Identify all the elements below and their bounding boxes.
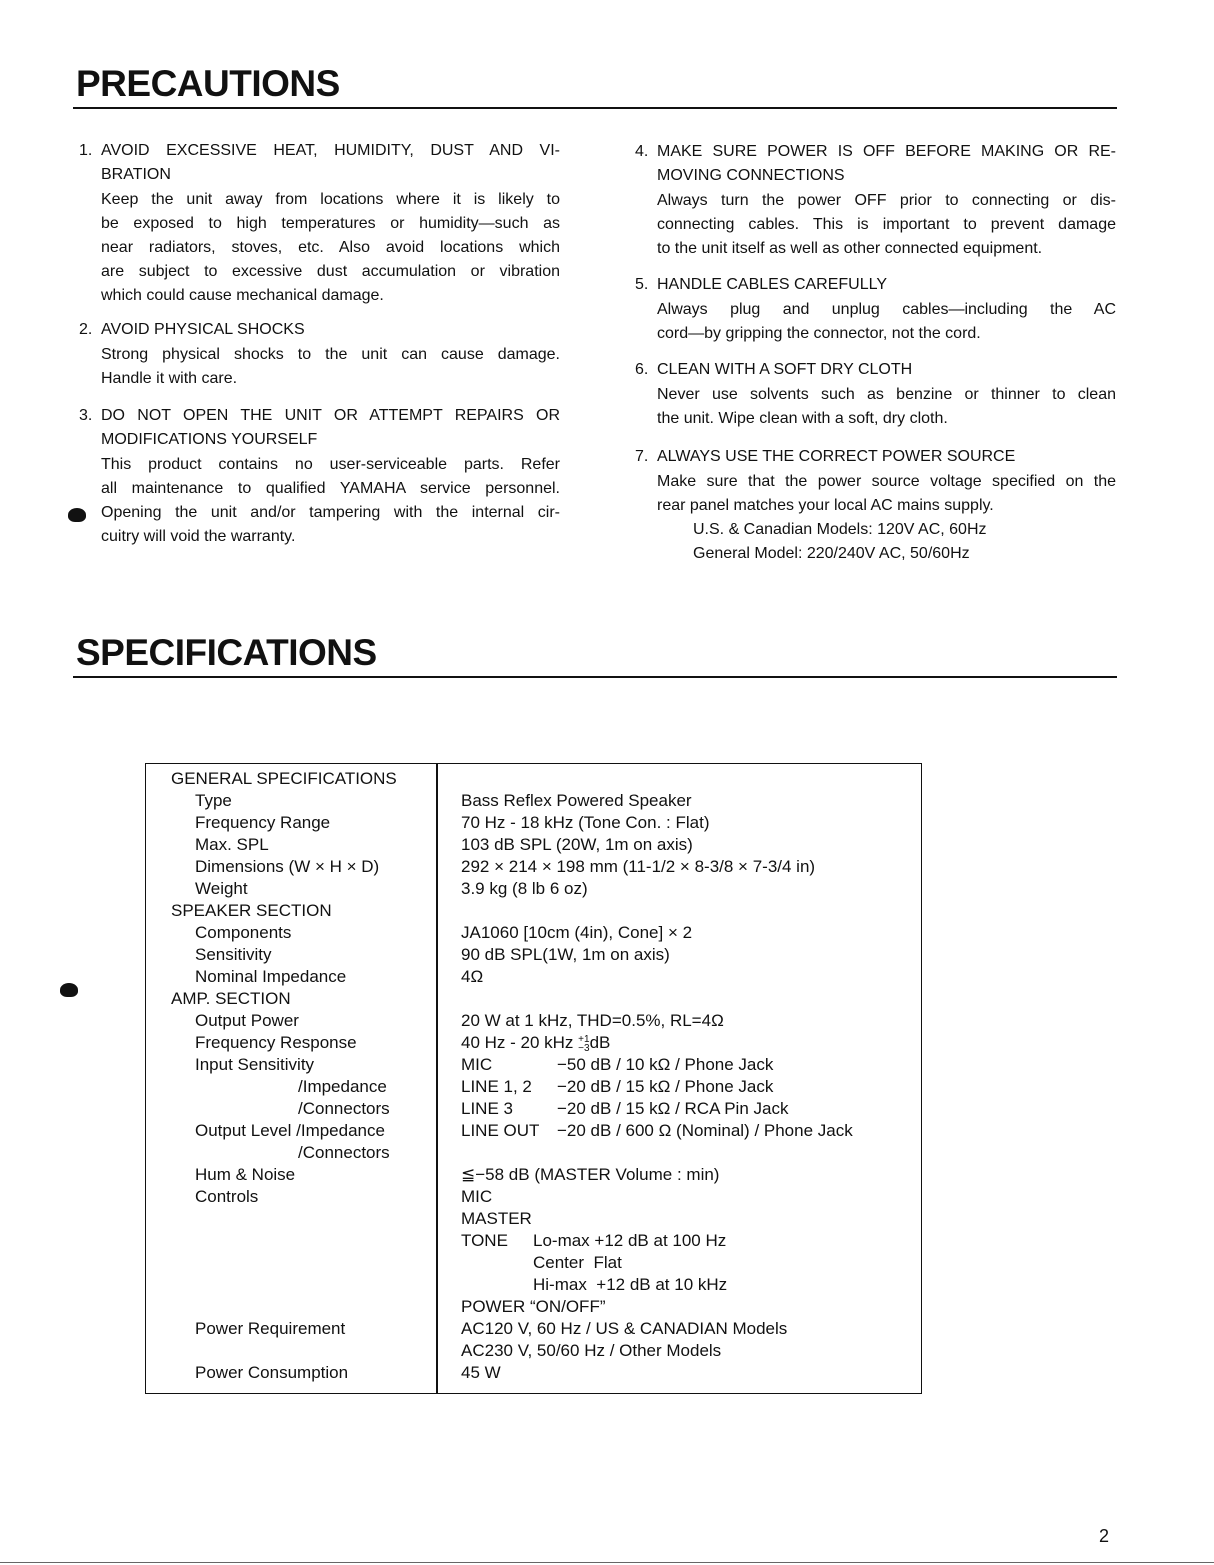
specifications-title: SPECIFICATIONS [76,632,377,673]
spec-value: 70 Hz - 18 kHz (Tone Con. : Flat) [461,813,710,832]
item-number: 1. [79,142,93,159]
spec-value: 4Ω [461,967,484,986]
column-divider [436,764,438,1393]
item-text: Make sure that the power source voltage specified on the [657,473,1116,490]
spec-label: Output Power [195,1011,299,1030]
spec-label: Type [195,791,232,810]
spec-label: Components [195,923,292,942]
spec-value: ≦−58 dB (MASTER Volume : min) [461,1165,720,1184]
spec-value: MIC [461,1187,493,1206]
spec-value: MASTER [461,1209,532,1228]
spec-label: /Connectors [298,1099,390,1118]
spec-value: 40 Hz - 20 kHz +1 −3dB [461,1033,611,1054]
title-rule [73,676,1117,678]
item-heading: DO NOT OPEN THE UNIT OR ATTEMPT REPAIRS OR [101,407,560,424]
precaution-6 [635,358,1116,431]
precaution-2 [79,318,560,391]
item-text: Always plug and unplug cables—including the AC [657,301,1116,318]
spec-label: Controls [195,1187,259,1206]
input-row: LINE 1, 2 −20 dB / 15 kΩ / Phone Jack [461,1077,774,1096]
input-row: LINE OUT −20 dB / 600 Ω (Nominal) / Phone Jack [461,1121,853,1140]
item-heading: CLEAN WITH A SOFT DRY CLOTH [657,361,913,378]
page-edge [0,1562,1214,1563]
spec-label: Power Consumption [195,1363,349,1382]
item-heading: MAKE SURE POWER IS OFF BEFORE MAKING OR RE- [657,143,1116,160]
item-text: be exposed to high temperatures or humidity—such as [101,215,560,232]
spec-label: Output Level /Impedance [195,1121,385,1140]
item-text: which could cause mechanical damage. [101,287,384,304]
item-text: the unit. Wipe clean with a soft, dry cloth. [657,410,948,427]
spec-label: Hum & Noise [195,1165,296,1184]
spec-labels [171,768,397,1384]
item-number: 3. [79,407,93,424]
item-text: cuitry will void the warranty. [101,528,296,545]
spec-label: Frequency Response [195,1033,357,1052]
spec-value: 292 × 214 × 198 mm (11-1/2 × 8-3/8 × 7-3/4 in) [461,857,816,876]
spec-label: /Impedance [298,1077,387,1096]
item-heading: HANDLE CABLES CAREFULLY [657,276,887,293]
item-text: are subject to excessive dust accumulation or vibration [101,263,560,280]
punch-mark [60,983,78,997]
item-number: 6. [635,361,649,378]
item-number: 7. [635,448,649,465]
input-row: LINE 3 −20 dB / 15 kΩ / RCA Pin Jack [461,1099,789,1118]
tone-row: TONE Lo-max +12 dB at 100 Hz [461,1231,727,1250]
tone-row: Hi-max +12 dB at 10 kHz [533,1275,728,1294]
spec-label: Dimensions (W × H × D) [195,857,380,876]
spec-value: Bass Reflex Powered Speaker [461,791,692,810]
item-text: Opening the unit and/or tampering with the internal cir- [101,504,560,521]
spec-value: 45 W [461,1363,501,1382]
item-text: cord—by gripping the connector, not the cord. [657,325,981,342]
title-rule [73,107,1117,109]
precaution-3 [79,404,560,549]
item-number: 4. [635,143,649,160]
item-heading: AVOID EXCESSIVE HEAT, HUMIDITY, DUST AND VI- [101,142,560,159]
section-heading: SPEAKER SECTION [171,901,332,920]
item-heading: MODIFICATIONS YOURSELF [101,431,318,448]
spec-label: /Connectors [298,1143,390,1162]
item-heading: BRATION [101,166,171,183]
item-heading: AVOID PHYSICAL SHOCKS [101,321,305,338]
input-row: MIC −50 dB / 10 kΩ / Phone Jack [461,1055,774,1074]
spec-values [461,768,853,1384]
spec-label: Power Requirement [195,1319,346,1338]
precaution-5 [635,273,1116,346]
item-text: near radiators, stoves, etc. Also avoid locations which [101,239,560,256]
item-number: 2. [79,321,93,338]
item-text: This product contains no user-serviceable parts. Refer [101,456,560,473]
item-text: rear panel matches your local AC mains supply. [657,497,994,514]
item-text: General Model: 220/240V AC, 50/60Hz [693,545,970,562]
spec-value: AC230 V, 50/60 Hz / Other Models [461,1341,722,1360]
item-text: Never use solvents such as benzine or thinner to clean [657,386,1116,403]
spec-label: Weight [195,879,248,898]
page-number: 2 [1099,1526,1110,1546]
spec-label: Sensitivity [195,945,272,964]
spec-value: 103 dB SPL (20W, 1m on axis) [461,835,693,854]
item-text: Always turn the power OFF prior to connecting or dis- [657,192,1116,209]
precautions-title: PRECAUTIONS [76,63,340,104]
spec-value: JA1060 [10cm (4in), Cone] × 2 [461,923,693,942]
item-text: U.S. & Canadian Models: 120V AC, 60Hz [693,521,987,538]
item-text: all maintenance to qualified YAMAHA service personnel. [101,480,560,497]
item-heading: MOVING CONNECTIONS [657,167,845,184]
spec-table [145,763,922,1394]
spec-value: POWER “ON/OFF” [461,1297,606,1316]
item-text: Keep the unit away from locations where it is likely to [101,191,560,208]
tone-row: Center Flat [533,1253,622,1272]
item-text: Strong physical shocks to the unit can cause damage. [101,346,560,363]
precaution-1 [79,139,560,308]
item-text: connecting cables. This is important to prevent damage [657,216,1116,233]
spec-value: 90 dB SPL(1W, 1m on axis) [461,945,670,964]
item-heading: ALWAYS USE THE CORRECT POWER SOURCE [657,448,1016,465]
spec-value: 3.9 kg (8 lb 6 oz) [461,879,588,898]
item-text: to the unit itself as well as other connected equipment. [657,240,1043,257]
section-heading: GENERAL SPECIFICATIONS [171,769,397,788]
item-text: Handle it with care. [101,370,238,387]
precaution-4 [635,140,1116,261]
tolerance: +1 −3 [578,1033,590,1054]
item-number: 5. [635,276,649,293]
spec-label: Frequency Range [195,813,331,832]
spec-label: Nominal Impedance [195,967,347,986]
spec-value: 20 W at 1 kHz, THD=0.5%, RL=4Ω [461,1011,724,1030]
section-heading: AMP. SECTION [171,989,291,1008]
punch-mark [68,508,86,522]
spec-value: AC120 V, 60 Hz / US & CANADIAN Models [461,1319,788,1338]
precaution-7 [635,445,1116,566]
spec-label: Max. SPL [195,835,269,854]
spec-label: Input Sensitivity [195,1055,315,1074]
